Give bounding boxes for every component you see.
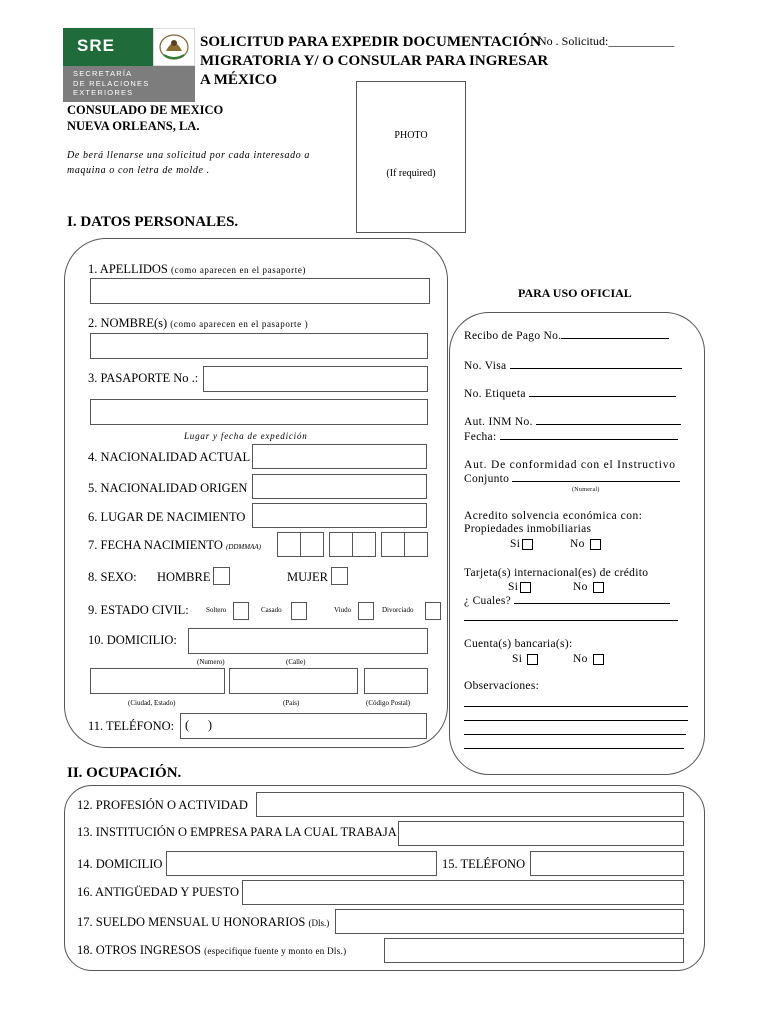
fecha-aa-2[interactable] bbox=[404, 532, 428, 557]
fecha-aa-1[interactable] bbox=[381, 532, 405, 557]
tarjetas-no bbox=[573, 581, 604, 593]
telefono-trabajo-label: 15. TELÉFONO bbox=[442, 857, 526, 871]
domicilio-trabajo-label: 14. DOMICILIO bbox=[77, 857, 163, 871]
no-etiqueta-field[interactable] bbox=[464, 388, 676, 400]
fecha-nacimiento-label bbox=[88, 538, 261, 553]
form-title-line: MIGRATORIA Y/ O CONSULAR PARA INGRESAR bbox=[200, 53, 549, 69]
visa-label: No. Visa bbox=[464, 360, 507, 372]
observaciones-label: Observaciones: bbox=[464, 680, 540, 692]
codigo-postal-input[interactable] bbox=[364, 668, 428, 694]
etiqueta-label: No. Etiqueta bbox=[464, 388, 526, 400]
otros-text: 18. OTROS INGRESOS bbox=[77, 943, 201, 957]
apellidos-label-text: 1. APELLIDOS bbox=[88, 262, 168, 276]
nacionalidad-origen-label: 5. NACIONALIDAD ORIGEN bbox=[88, 481, 248, 495]
telefono-trabajo-input[interactable] bbox=[530, 851, 684, 876]
antiguedad-input[interactable] bbox=[242, 880, 684, 905]
section-1-title: I. DATOS PERSONALES. bbox=[67, 214, 239, 230]
photo-box[interactable] bbox=[356, 81, 466, 233]
divorciado-checkbox[interactable] bbox=[425, 602, 441, 620]
no-label: No bbox=[573, 581, 588, 593]
casado-checkbox[interactable] bbox=[291, 602, 307, 620]
nombre-label bbox=[88, 316, 308, 331]
divorciado-label: Divorciado bbox=[382, 606, 414, 614]
instruction-line: maquina o con letra de molde . bbox=[67, 165, 210, 176]
ciudad-label: (Ciudad, Estado) bbox=[128, 699, 176, 707]
sueldo-label bbox=[77, 915, 329, 930]
antiguedad-label: 16. ANTIGÜEDAD Y PUESTO bbox=[77, 885, 240, 899]
fecha-format-note: (DDMMAA) bbox=[225, 543, 261, 551]
telefono-label: 11. TELÉFONO: bbox=[88, 719, 175, 733]
soltero-checkbox[interactable] bbox=[233, 602, 249, 620]
aut-inm-label: Aut. INM No. bbox=[464, 416, 533, 428]
photo-label: PHOTO bbox=[394, 130, 428, 141]
logo-sub-line: EXTERIORES bbox=[73, 88, 134, 97]
conjunto-field[interactable] bbox=[464, 473, 680, 485]
telefono-input[interactable] bbox=[180, 713, 427, 739]
numeral-label: (Numeral) bbox=[572, 487, 600, 493]
cuales-label: ¿ Cuales? bbox=[464, 595, 512, 607]
propiedades-label: Propiedades inmobiliarias bbox=[464, 523, 592, 535]
fecha-mm-2[interactable] bbox=[352, 532, 376, 557]
si-label: Si bbox=[510, 538, 521, 550]
casado-label: Casado bbox=[261, 606, 282, 614]
tarjetas-label: Tarjeta(s) internacional(es) de crédito bbox=[464, 567, 649, 579]
recibo-pago-field[interactable] bbox=[464, 330, 669, 342]
lugar-fecha-input[interactable] bbox=[90, 399, 428, 425]
nombre-input[interactable] bbox=[90, 333, 428, 359]
cuentas-no bbox=[573, 653, 604, 665]
aut-inm-field[interactable] bbox=[464, 416, 681, 428]
viudo-label: Viudo bbox=[334, 606, 352, 614]
form-title-line: A MÉXICO bbox=[200, 72, 278, 88]
fecha-mm-1[interactable] bbox=[329, 532, 353, 557]
cuentas-si-checkbox[interactable] bbox=[527, 654, 538, 665]
observaciones-line[interactable] bbox=[464, 720, 688, 721]
no-visa-field[interactable] bbox=[464, 360, 682, 372]
logo-sub-line: DE RELACIONES bbox=[73, 78, 150, 88]
oficial-title: PARA USO OFICIAL bbox=[518, 286, 632, 300]
pasaporte-label: 3. PASAPORTE No .: bbox=[88, 371, 199, 385]
profesion-input[interactable] bbox=[256, 792, 684, 817]
mujer-checkbox[interactable] bbox=[331, 567, 348, 585]
sexo-label: 8. SEXO: bbox=[88, 570, 137, 584]
pasaporte-input[interactable] bbox=[203, 366, 428, 392]
cuales-line-2[interactable] bbox=[464, 620, 678, 621]
domicilio-trabajo-input[interactable] bbox=[166, 851, 437, 876]
mujer-label: MUJER bbox=[287, 570, 328, 584]
domicilio-label: 10. DOMICILIO: bbox=[88, 633, 177, 647]
soltero-label: Soltero bbox=[206, 606, 227, 614]
viudo-checkbox[interactable] bbox=[358, 602, 374, 620]
logo-sub-line: SECRETARÍA bbox=[73, 69, 133, 78]
fecha-oficial-field[interactable] bbox=[464, 431, 678, 443]
telefono-area-code: ( ) bbox=[185, 718, 213, 732]
hombre-checkbox[interactable] bbox=[213, 567, 230, 585]
conjunto-label: Conjunto bbox=[464, 473, 510, 485]
domicilio-input[interactable] bbox=[188, 628, 428, 654]
nombre-label-text: 2. NOMBRE(s) bbox=[88, 316, 168, 330]
sueldo-input[interactable] bbox=[335, 909, 684, 934]
consulado-line: CONSULADO DE MEXICO bbox=[67, 103, 224, 117]
recibo-label: Recibo de Pago No. bbox=[464, 330, 562, 342]
propiedades-si-checkbox[interactable] bbox=[522, 539, 533, 550]
ciudad-input[interactable] bbox=[90, 668, 225, 694]
hombre-label: HOMBRE bbox=[157, 570, 211, 584]
photo-note: (If required) bbox=[386, 168, 436, 179]
profesion-label: 12. PROFESIÓN O ACTIVIDAD bbox=[77, 798, 248, 812]
cuales-field[interactable] bbox=[464, 595, 670, 607]
sueldo-note: (Dls.) bbox=[308, 918, 330, 928]
lugar-nacimiento-input[interactable] bbox=[252, 503, 427, 528]
otros-ingresos-input[interactable] bbox=[384, 938, 684, 963]
calle-label: (Calle) bbox=[286, 658, 306, 666]
oficial-panel bbox=[449, 312, 705, 775]
otros-ingresos-label bbox=[77, 943, 346, 958]
apellidos-note: (como aparecen en el pasaporte) bbox=[171, 265, 307, 275]
institucion-input[interactable] bbox=[398, 821, 684, 846]
instruction-line: De berá llenarse una solicitud por cada interesado a bbox=[67, 150, 311, 161]
propiedades-no-checkbox[interactable] bbox=[590, 539, 601, 550]
nacionalidad-actual-label: 4. NACIONALIDAD ACTUAL bbox=[88, 450, 251, 464]
nombre-note: (como aparecen en el pasaporte ) bbox=[170, 319, 309, 329]
consulado-line: NUEVA ORLEANS, LA. bbox=[67, 119, 200, 133]
no-label: No bbox=[573, 653, 588, 665]
lugar-nacimiento-label: 6. LUGAR DE NACIMIENTO bbox=[88, 510, 246, 524]
no-label: No bbox=[570, 538, 585, 550]
fecha-dd-2[interactable] bbox=[300, 532, 324, 557]
solicitud-number-field[interactable]: No . Solicitud:___________ bbox=[538, 34, 675, 48]
acredito-label: Acredito solvencia económica con: bbox=[464, 510, 643, 522]
cuentas-si bbox=[512, 653, 538, 665]
sre-logo bbox=[63, 28, 195, 102]
pais-label: (Pais) bbox=[283, 699, 300, 707]
sre-logo-text: SRE bbox=[77, 36, 115, 55]
observaciones-line[interactable] bbox=[464, 748, 684, 749]
aut-conformidad-label: Aut. De conformidad con el Instructivo bbox=[464, 459, 676, 471]
section-2-title: II. OCUPACIÓN. bbox=[67, 765, 182, 781]
nacionalidad-origen-input[interactable] bbox=[252, 474, 427, 499]
tarjetas-si bbox=[508, 581, 531, 593]
si-label: Si bbox=[512, 653, 523, 665]
fecha-nacimiento-text: 7. FECHA NACIMIENTO bbox=[88, 538, 223, 552]
otros-note: (especifique fuente y monto en Dls.) bbox=[204, 946, 347, 956]
form-title-line: SOLICITUD PARA EXPEDIR DOCUMENTACIÓN bbox=[200, 34, 541, 50]
tarjetas-si-checkbox[interactable] bbox=[520, 582, 531, 593]
cuentas-label: Cuenta(s) bancaria(s): bbox=[464, 638, 573, 650]
fecha-dd-1[interactable] bbox=[277, 532, 301, 557]
coat-of-arms-icon bbox=[153, 28, 195, 66]
observaciones-line[interactable] bbox=[464, 706, 688, 707]
numero-label: (Numero) bbox=[197, 658, 225, 666]
codigo-postal-label: (Código Postal) bbox=[366, 699, 411, 707]
si-label: Si bbox=[508, 581, 519, 593]
propiedades-no bbox=[570, 538, 601, 550]
estado-civil-label: 9. ESTADO CIVIL: bbox=[88, 603, 189, 617]
consulado-name bbox=[67, 102, 223, 134]
apellidos-input[interactable] bbox=[90, 278, 430, 304]
pais-input[interactable] bbox=[229, 668, 358, 694]
institucion-label: 13. INSTITUCIÓN O EMPRESA PARA LA CUAL TRABAJA bbox=[77, 825, 397, 839]
propiedades-si bbox=[510, 538, 533, 550]
cuentas-no-checkbox[interactable] bbox=[593, 654, 604, 665]
lugar-fecha-label: Lugar y fecha de expedición bbox=[184, 431, 308, 441]
tarjetas-no-checkbox[interactable] bbox=[593, 582, 604, 593]
fecha-oficial-label: Fecha: bbox=[464, 431, 497, 443]
instruction-text bbox=[67, 148, 310, 178]
apellidos-label bbox=[88, 262, 306, 277]
nacionalidad-actual-input[interactable] bbox=[252, 444, 427, 469]
observaciones-line[interactable] bbox=[464, 734, 686, 735]
sueldo-text: 17. SUELDO MENSUAL U HONORARIOS bbox=[77, 915, 306, 929]
